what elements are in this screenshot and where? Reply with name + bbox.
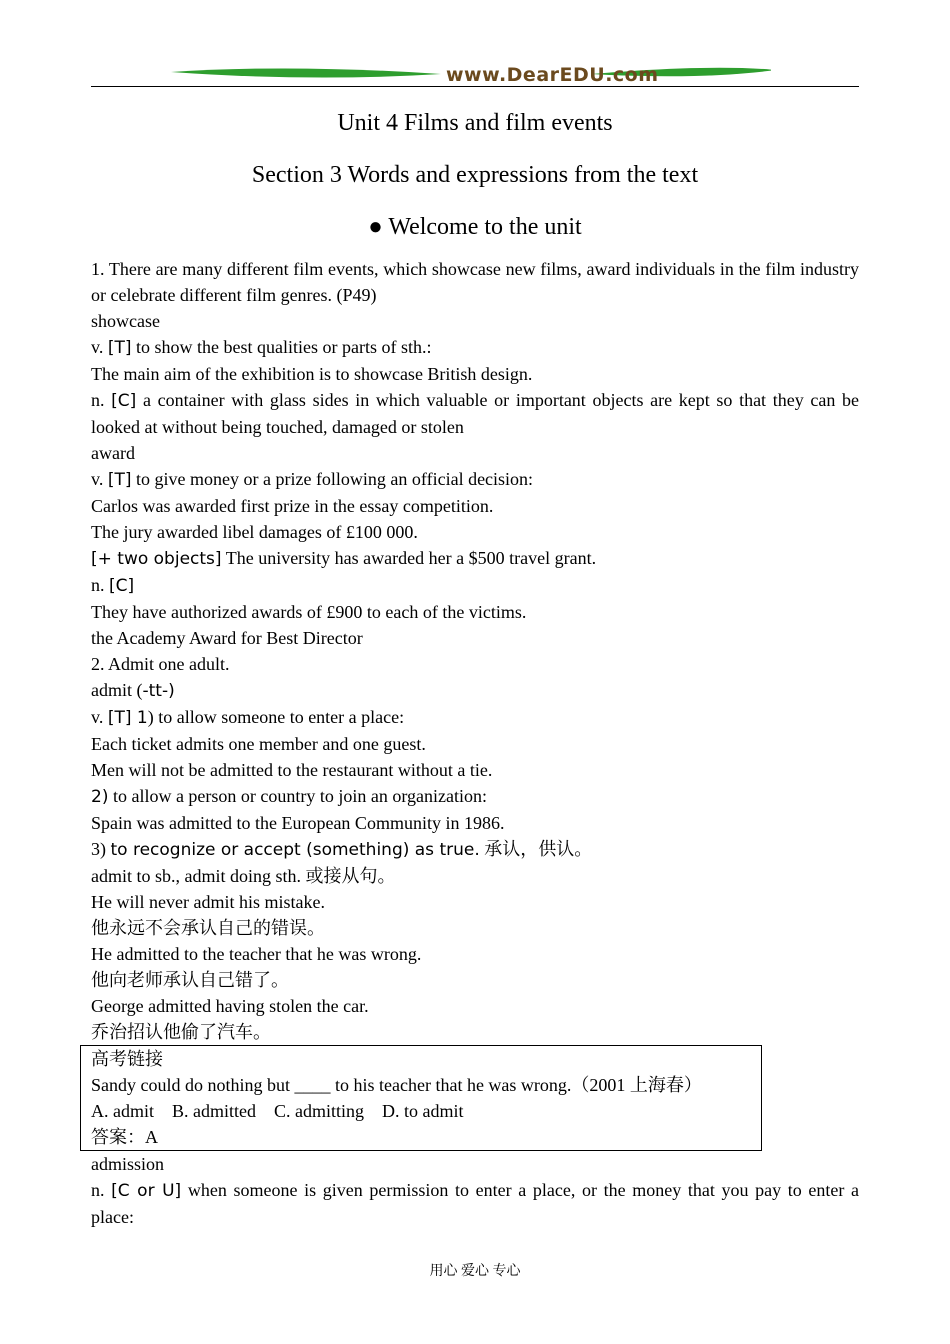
example: the Academy Award for Best Director <box>91 628 363 648</box>
example: George admitted having stolen the car. <box>91 996 369 1016</box>
example: Men will not be admitted to the restaurant without a tie. <box>91 760 493 780</box>
document-body <box>91 256 859 1230</box>
example: The jury awarded libel damages of £100 000. <box>91 522 418 542</box>
paragraph: 1. There are many different film events, which showcase new films, award individuals in the film industry or celebrate different film genres. (P49) <box>91 259 859 305</box>
exam-answer: 答案：A <box>91 1127 158 1147</box>
section-title: Section 3 Words and expressions from the text <box>251 162 699 188</box>
definition: n. [C or U] when someone is given permission to enter a place, or the money that you pay to enter a place: <box>91 1180 859 1227</box>
translation: 乔治招认他偷了汽车。 <box>91 1022 271 1042</box>
exam-options: A. admit B. admitted C. admitting D. to admit <box>91 1101 464 1121</box>
header-rule <box>91 86 859 87</box>
definition: 2) to allow a person or country to join an organization: <box>91 786 488 807</box>
exam-question: Sandy could do nothing but ____ to his teacher that he was wrong.（2001 上海春） <box>91 1075 702 1095</box>
exam-box-heading: 高考链接 <box>91 1049 163 1069</box>
headword: showcase <box>91 311 160 331</box>
definition: v. [T] 1) to allow someone to enter a place: <box>91 707 405 728</box>
example: He admitted to the teacher that he was wrong. <box>91 944 422 964</box>
header-banner <box>91 62 859 88</box>
headword: award <box>91 443 135 463</box>
example: Each ticket admits one member and one guest. <box>91 734 426 754</box>
definition: v. [T] to give money or a prize following an official decision: <box>91 469 534 490</box>
paragraph: 2. Admit one adult. <box>91 654 230 674</box>
translation: 他永远不会承认自己的错误。 <box>91 918 325 938</box>
example: They have authorized awards of £900 to each of the victims. <box>91 602 527 622</box>
example: Spain was admitted to the European Community in 1986. <box>91 813 505 833</box>
definition: 3) to recognize or accept (something) as true. 承认，供认。 <box>91 839 593 860</box>
welcome-heading: ● Welcome to the unit <box>368 214 582 240</box>
example: The main aim of the exhibition is to showcase British design. <box>91 364 533 384</box>
definition: v. [T] to show the best qualities or parts of sth.: <box>91 337 432 358</box>
headword: admission <box>91 1154 165 1174</box>
page-footer: 用心 爱心 专心 <box>429 1264 521 1279</box>
definition: n. [C] a container with glass sides in which valuable or important objects are kept so that they can be looked at without being touched, damaged or stolen <box>91 390 859 437</box>
example: He will never admit his mistake. <box>91 892 325 912</box>
usage-note: admit to sb., admit doing sth. 或接从句。 <box>91 866 396 886</box>
site-logo[interactable]: www.DearEDU.com <box>446 64 659 86</box>
headword: admit (-tt-) <box>91 680 175 701</box>
example: [+ two objects] The university has awarded her a $500 travel grant. <box>91 548 597 569</box>
example: Carlos was awarded first prize in the essay competition. <box>91 496 494 516</box>
exam-link-box <box>80 1045 762 1151</box>
translation: 他向老师承认自己错了。 <box>91 970 289 990</box>
unit-title: Unit 4 Films and film events <box>337 110 613 136</box>
definition: n. [C] <box>91 575 135 596</box>
